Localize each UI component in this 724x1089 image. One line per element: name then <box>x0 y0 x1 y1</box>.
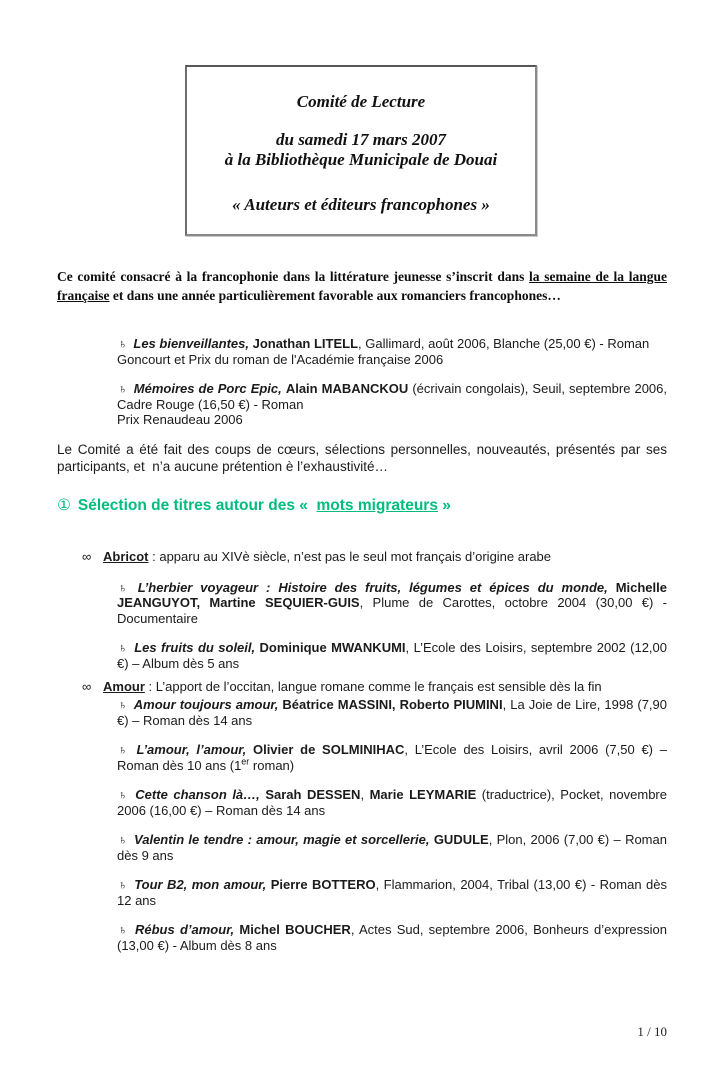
document-title: Comité de Lecture <box>296 92 426 111</box>
selection-heading-before: Sélection de titres autour des « <box>77 496 317 514</box>
featured-books <box>57 336 667 428</box>
word-section-amour <box>57 679 667 953</box>
book-entry <box>117 697 667 728</box>
book-entry <box>117 922 667 953</box>
book-text-segment: Prix Renaudeau 2006 <box>117 412 243 427</box>
word-section-abricot <box>57 549 667 672</box>
infinity-bullet-icon: ∞ <box>82 548 92 564</box>
section-book-list <box>57 697 667 953</box>
book-text-segment: L’amour, l’amour, <box>136 742 253 757</box>
book-text-segment: Michel BOUCHER <box>239 922 351 937</box>
page-number: 1 / 10 <box>637 1024 667 1039</box>
book-bullet-icon: ♄ <box>116 877 128 892</box>
book-text-segment: Amour toujours amour, <box>133 697 283 712</box>
book-text-segment: Cette chanson là…, <box>135 787 266 802</box>
book-text-segment: er <box>241 756 250 767</box>
book-text-segment: , La Joie de Lire, 1998 (7,90 €) – Roman dès 14 ans <box>117 697 667 728</box>
book-text-segment: GUDULE <box>433 832 489 847</box>
book-text-segment: Les bienveillantes, <box>133 336 253 351</box>
book-entry <box>117 640 667 671</box>
circled-one-icon: ① <box>57 496 71 514</box>
selection-heading-after: » <box>437 496 451 514</box>
book-text-segment: (traductrice), Pocket, novembre 2006 (16,00 €) – Roman dès 14 ans <box>117 787 667 818</box>
book-text-segment: roman) <box>249 757 295 773</box>
book-entry <box>117 580 667 627</box>
book-text-segment: Olivier de SOLMINIHAC <box>252 742 405 757</box>
book-text-segment: Michelle JEANGUYOT, Martine SEQUIER-GUIS <box>117 579 667 610</box>
book-text-segment: Béatrice MASSINI, Roberto PIUMINI <box>282 697 503 712</box>
selection-heading <box>57 496 667 516</box>
word-sections <box>57 549 667 954</box>
book-text-segment: Pierre BOTTERO <box>270 877 376 892</box>
infinity-bullet-icon: ∞ <box>82 679 92 694</box>
book-entry <box>117 832 667 863</box>
document-theme: « Auteurs et éditeurs francophones » <box>232 195 490 214</box>
word-heading <box>82 679 667 695</box>
book-text-segment: , Plon, 2006 (7,00 €) – Roman dès 9 ans <box>117 832 667 863</box>
book-bullet-icon: ♄ <box>116 787 128 802</box>
book-entry <box>117 742 667 773</box>
book-text-segment: L’herbier voyageur : Histoire des fruits, légumes et épices du monde, <box>137 579 616 595</box>
book-text-segment: Goncourt et Prix du roman de l'Académie française 2006 <box>117 351 444 367</box>
book-bullet-icon: ♄ <box>116 832 128 847</box>
book-bullet-icon: ♄ <box>116 336 128 351</box>
document-date: du samedi 17 mars 2007 <box>275 130 447 149</box>
book-entry <box>117 381 667 428</box>
document-location: à la Bibliothèque Municipale de Douai <box>224 150 498 169</box>
book-entry <box>117 877 667 908</box>
book-text-segment: , L’Ecole des Loisirs, avril 2006 (7,50 €) – Roman dès 10 ans (1 <box>117 742 667 773</box>
book-bullet-icon: ♄ <box>116 742 128 757</box>
word-description: : apparu au XIVè siècle, n’est pas le seul mot français d’origine arabe <box>148 548 552 564</box>
book-text-segment: , Gallimard, août 2006, Blanche (25,00 €) - Roman <box>358 336 650 351</box>
book-text-segment: Alain MABANCKOU <box>285 381 409 396</box>
book-text-segment: , L’Ecole des Loisirs, septembre 2002 (12,00 €) – Album dès 5 ans <box>117 640 667 671</box>
selection-heading-underlined: mots migrateurs <box>316 496 438 514</box>
book-text-segment: , <box>360 787 370 802</box>
book-bullet-icon: ♄ <box>116 697 128 712</box>
intro-text-underlined: la semaine de la langue française <box>57 269 667 303</box>
intro-paragraph <box>57 267 667 305</box>
section-book-list <box>57 580 667 672</box>
book-text-segment: Dominique MWANKUMI <box>259 640 406 655</box>
word-label: Amour <box>103 679 145 694</box>
comite-note: Le Comité a été fait des coups de cœurs, sélections personnelles, nouveautés, présentés par ses participants, et n’a aucune prétention è l’exhaustivité… <box>57 441 667 474</box>
word-description: : L’apport de l’occitan, langue romane comme le français est sensible dès la fin <box>144 679 602 694</box>
book-entry <box>117 336 667 367</box>
book-text-segment: Sarah DESSEN <box>265 787 361 802</box>
header-box <box>185 65 537 236</box>
intro-text-after: et dans une année particulièrement favorable aux romanciers francophones… <box>109 288 561 303</box>
book-text-segment: , Flammarion, 2004, Tribal (13,00 €) - Roman dès 12 ans <box>117 877 667 908</box>
book-bullet-icon: ♄ <box>116 640 128 655</box>
document-page <box>0 65 724 953</box>
book-bullet-icon: ♄ <box>116 381 128 396</box>
book-text-segment: Rébus d’amour, <box>135 922 240 937</box>
word-label: Abricot <box>103 548 149 564</box>
book-text-segment: Valentin le tendre : amour, magie et sorcellerie, <box>134 832 434 847</box>
book-text-segment: (écrivain congolais), Seuil, septembre 2006, Cadre Rouge (16,50 €) - Roman <box>117 381 667 412</box>
book-text-segment: Marie LEYMARIE <box>369 787 477 802</box>
book-text-segment: , Plume de Carottes, octobre 2004 (30,00 €) - Documentaire <box>117 595 667 626</box>
book-entry <box>117 787 667 818</box>
book-text-segment: Tour B2, mon amour, <box>134 877 271 892</box>
intro-text-before: Ce comité consacré à la francophonie dans la littérature jeunesse s’inscrit dans <box>57 269 530 284</box>
book-text-segment: Les fruits du soleil, <box>134 640 260 655</box>
book-bullet-icon: ♄ <box>116 579 128 595</box>
word-heading <box>82 549 667 565</box>
book-text-segment: Mémoires de Porc Epic, <box>133 381 286 396</box>
book-text-segment: Jonathan LITELL <box>252 336 359 351</box>
book-text-segment: , Actes Sud, septembre 2006, Bonheurs d’expression (13,00 €) - Album dès 8 ans <box>117 922 667 953</box>
book-bullet-icon: ♄ <box>116 922 128 937</box>
